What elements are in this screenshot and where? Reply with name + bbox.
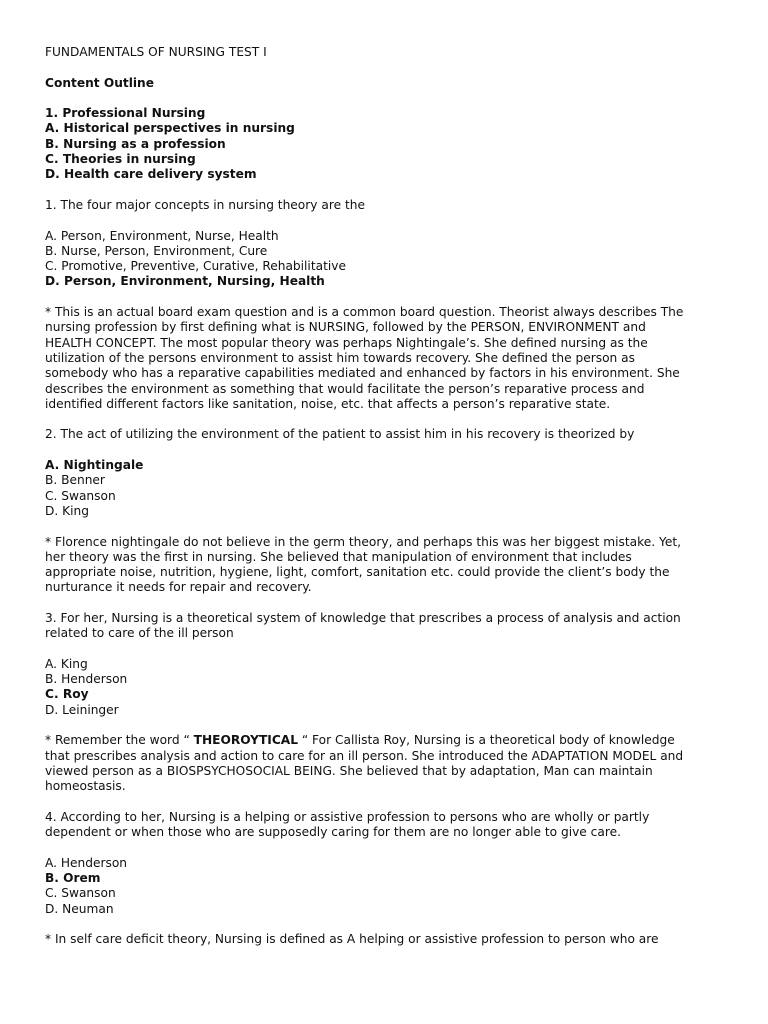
q3-option-d: D. Leininger bbox=[45, 702, 119, 717]
q4-option-d: D. Neuman bbox=[45, 901, 114, 916]
question-4: 4. According to her, Nursing is a helping or assistive profession to persons who are wholly or partly dependent or when those who are supposedly caring for them are no longer able to give care. bbox=[45, 809, 650, 840]
q4-option-b-answer: B. Orem bbox=[45, 871, 101, 886]
outline-item: 1. Professional Nursing bbox=[45, 106, 206, 121]
q2-option-c: C. Swanson bbox=[45, 488, 116, 503]
outline-heading: Content Outline bbox=[45, 75, 154, 90]
outline-item: A. Historical perspectives in nursing bbox=[45, 121, 295, 136]
q3-option-b: B. Henderson bbox=[45, 672, 128, 687]
outline-item: C. Theories in nursing bbox=[45, 152, 196, 167]
q1-option-a: A. Person, Environment, Nurse, Health bbox=[45, 228, 279, 243]
q3-rationale-rest: “ For Callista Roy, Nursing is a theoretical body of knowledge that prescribes analysis and action to care for an ill person. She introduced the ADAPTATION MODEL and viewed person as a BIOSPSYCHOSOCIAL BEING. She believed that by adaptation, Man can maintain homeostasis. bbox=[45, 733, 684, 794]
q1-option-d-answer: D. Person, Environment, Nursing, Health bbox=[45, 274, 325, 289]
outline-item: B. Nursing as a profession bbox=[45, 136, 226, 151]
q3-rationale bbox=[45, 733, 723, 794]
outline-item: D. Health care delivery system bbox=[45, 167, 257, 182]
q1-option-c: C. Promotive, Preventive, Curative, Rehabilitative bbox=[45, 259, 346, 274]
q4-option-a: A. Henderson bbox=[45, 855, 128, 870]
q3-option-c-answer: C. Roy bbox=[45, 687, 89, 702]
q1-option-b: B. Nurse, Person, Environment, Cure bbox=[45, 243, 268, 258]
q2-option-d: D. King bbox=[45, 503, 89, 518]
q4-rationale: * In self care deficit theory, Nursing is defined as A helping or assistive profession to person who are bbox=[45, 932, 659, 947]
q2-option-b: B. Benner bbox=[45, 473, 105, 488]
q3-option-a: A. King bbox=[45, 656, 88, 671]
question-3: 3. For her, Nursing is a theoretical system of knowledge that prescribes a process of analysis and action related to care of the ill person bbox=[45, 610, 681, 641]
q4-option-c: C. Swanson bbox=[45, 886, 116, 901]
q3-rationale-keyword: THEOROYTICAL bbox=[193, 733, 298, 748]
document-title: FUNDAMENTALS OF NURSING TEST I bbox=[45, 45, 267, 59]
q1-rationale: * This is an actual board exam question and is a common board question. Theorist always describes The nursing profession by first defining what is NURSING, followed by the PERSON, ENVIRONMENT and HEALTH CONCEPT. The most popular theory was perhaps Nightingale’s. She defined nursing as the utilization of the persons environment to assist him towards recovery. She defined the person as somebody who has a reparative capabilities mediated and enhanced by factors in his environment. She describes the environment as something that would facilitate the person’s reparative process and identified different factors like sanitation, noise, etc. that affects a person’s reparative state. bbox=[45, 305, 684, 411]
question-2: 2. The act of utilizing the environment of the patient to assist him in his recovery is theorized by bbox=[45, 427, 635, 442]
q3-rationale-prefix: * Remember the word “ bbox=[45, 733, 194, 748]
question-1: 1. The four major concepts in nursing theory are the bbox=[45, 197, 365, 212]
q2-rationale: * Florence nightingale do not believe in the germ theory, and perhaps this was her biggest mistake. Yet, her theory was the first in nursing. She believed that manipulation of environment that includes appropriate noise, nutrition, hygiene, light, comfort, sanitation etc. could provide the client’s body the nurturance it needs for repair and recovery. bbox=[45, 534, 681, 595]
q2-option-a-answer: A. Nightingale bbox=[45, 458, 144, 473]
